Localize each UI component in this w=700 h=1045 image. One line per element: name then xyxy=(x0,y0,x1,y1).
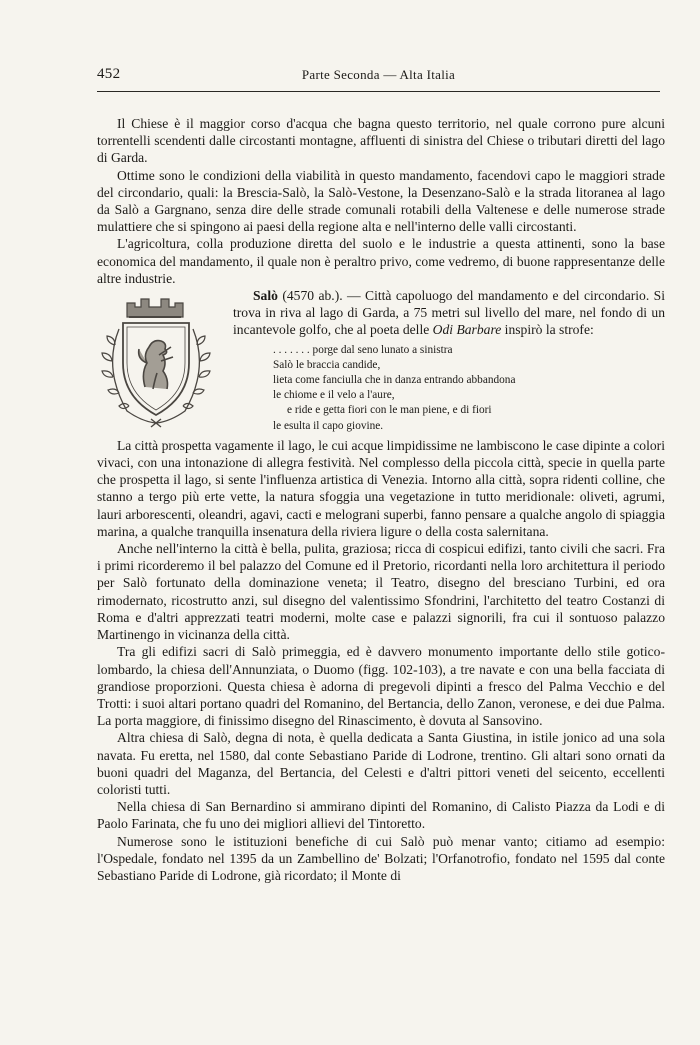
poem-line: Salò le braccia candide, xyxy=(273,358,381,371)
header-rule xyxy=(97,91,660,92)
paragraph-chiese: Il Chiese è il maggior corso d'acqua che bagna questo territorio, nel quale corrono pure alcuni torrentelli scendenti dalle circostanti montagne, affluenti di sinistra del Chiese o tributari diretti del lago di Garda. xyxy=(97,116,665,166)
salo-text-a: (4570 ab.). — Città capoluogo del mandamento e del circondario. Si trova in riva al lago di Garda, a 75 metri sul livello del mare, nel fondo di un incantevole golfo, che al poeta delle xyxy=(233,288,665,338)
salo-text-b: inspirò la strofe: xyxy=(501,322,594,338)
paragraph-citta: La città prospetta vagamente il lago, le cui acque limpidissime ne lambiscono le case dipinte a colori vivaci, con una intonazione di allegra festività. Nel complesso della piccola città, specie in quella parte che prospetta il lago, si sente l'influenza artistica di Venezia. Intorno alla città, sopra ridenti colline, che stanno a tergo più erte vette, la natura sfoggia una vegetazione in tutto meridionale: oliveti, agrumi, lauri arborescenti, oleandri, agavi, cacti e melograni superbi, fanno pensare a qualche angolo di spiaggia marina, a qualche tranquilla insenatura della riviera ligure o della costa salernitana. xyxy=(97,437,665,539)
poem-line: le esulta il capo giovine. xyxy=(273,419,384,432)
running-title: Parte Seconda — Alta Italia xyxy=(301,67,456,82)
salo-name: Salò xyxy=(253,288,278,304)
paragraph-san-bernardino: Nella chiesa di San Bernardino si ammirano dipinti del Romanino, di Calisto Piazza da Lodi e di Paolo Farinata, che fu uno dei migliori allievi del Tintoretto. xyxy=(97,799,665,832)
poem-line: . . . . . . . porge dal seno lunato a sinistra xyxy=(273,343,453,356)
paragraph-viabilita: Ottime sono le condizioni della viabilità in questo mandamento, facendovi capo le maggiori strade del circondario, quali: la Brescia-Salò, la Salò-Vestone, la Desenzano-Salò e la strada litoranea al lago da Salò a Gargnano, senza dire delle strade comunali rotabili della Valtenese e delle numerose strade mulattiere che si spingono ai paesi della regione alta e nell'interno delle valli circostanti. xyxy=(97,167,665,235)
paragraph-agricoltura: L'agricoltura, colla produzione diretta del suolo e le industrie a questa attinenti, sono la base economica del mandamento, il quale non è peraltro privo, come vedremo, di buone rappresentanze delle altre industrie. xyxy=(97,236,665,286)
paragraph-interno: Anche nell'interno la città è bella, pulita, graziosa; ricca di cospicui edifizi, tanto civili che sacri. Fra i primi ricorderemo il bel palazzo del Comune ed il Pretorio, ricordanti nella loro architettura il periodo per Salò fortunato della dominazione veneta; il Teatro, disegno del bresciano Turbini, ed ora rimodernato, ricostrutto anzi, sul disegno del valentissimo Sfondrini, l'architetto del teatro Costanzi di Roma e d'altri apprezzati teatri moderni, molte case e palazzi signorili, fra cui il sontuoso palazzo Martinengo in vicinanza della città. xyxy=(97,541,665,643)
poem-line: le chiome e il velo a l'aure, xyxy=(273,389,395,402)
paragraph-istituzioni: Numerose sono le istituzioni benefiche di cui Salò può menar vanto; citiamo ad esempio: l'Ospedale, fondato nel 1395 da un Zambellino de' Bolzati; l'Orfanotrofio, fondato nel 1595 dal conte Sebastiano Paride di Lodrone, già ricordato; il Monte di xyxy=(97,833,665,883)
page-body xyxy=(97,115,665,884)
paragraph-duomo: Tra gli edifizi sacri di Salò primeggia, ed è davvero monumento importante dello stile gotico-lombardo, la chiesa dell'Annunziata, o Duomo (figg. 102-103), a tre navate e con una bella facciata di grandiose proporzioni. Questa chiesa è adorna di pregevoli dipinti a fresco del Palma Vecchio e del Trotti: i suoi altari portano quadri del Romanino, del Bertancia, dello Zanon, veronese, e dei due Palma. La porta maggiore, di finissimo disegno del Rinascimento, è dovuta al Sansovino. xyxy=(97,644,665,729)
poem-line: e ride e getta fiori con le man piene, e di fiori xyxy=(287,404,492,417)
page-header xyxy=(97,66,660,86)
page-number: 452 xyxy=(97,66,121,82)
paragraph-santa-giustina: Altra chiesa di Salò, degna di nota, è quella dedicata a Santa Giustina, in istile jonico ad una sola navata. Fu eretta, nel 1580, dal conte Sebastiano Paride di Lodrone, trentino. Gli altari sono ornati da buoni quadri del Maganza, del Bertancia, del Celesti e d'altri pittori veneti del seicento, eccellenti coloristi tutti. xyxy=(97,730,665,797)
salo-odi-barbare: Odi Barbare xyxy=(432,322,502,338)
paragraph-salo xyxy=(97,287,665,339)
poem-line: lieta come fanciulla che in danza entrando abbandona xyxy=(273,374,516,387)
coat-of-arms-icon xyxy=(97,289,215,431)
